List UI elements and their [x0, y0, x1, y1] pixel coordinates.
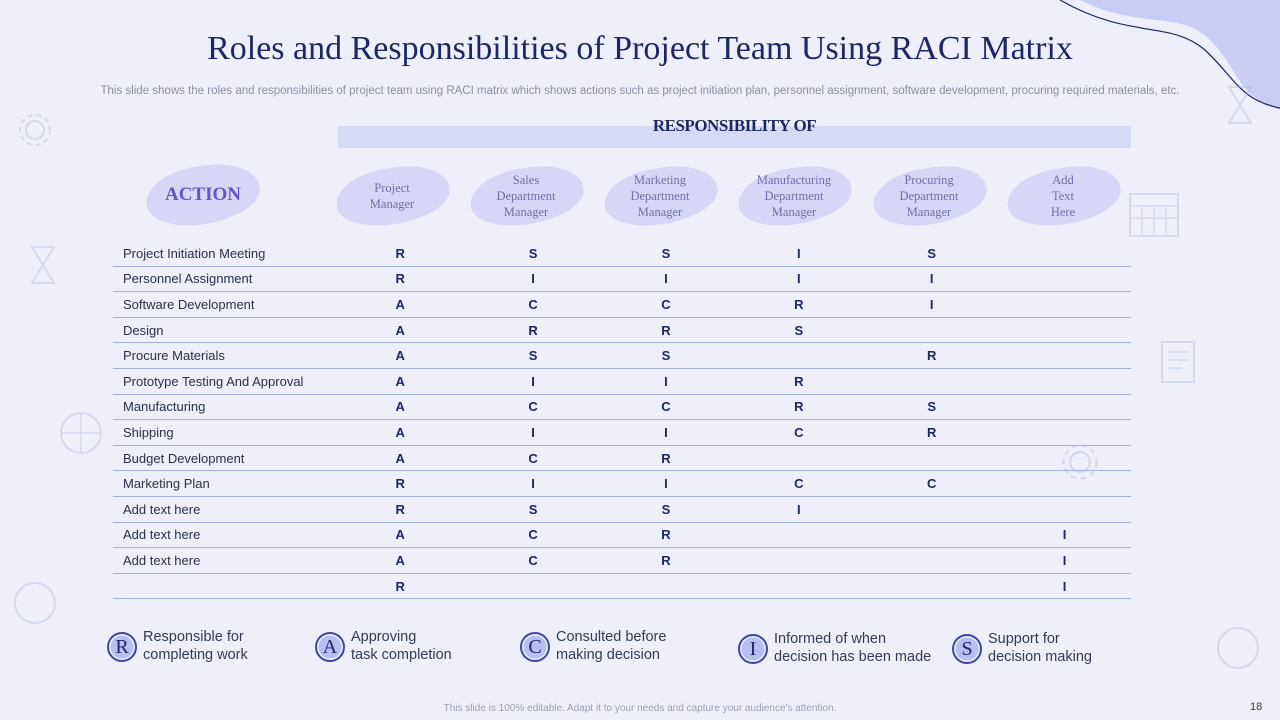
raci-value-cell: R — [334, 573, 467, 599]
footer-note: This slide is 100% editable. Adapt it to your needs and capture your audience's attention. — [443, 703, 837, 714]
raci-value-cell — [732, 573, 865, 599]
table-row — [113, 496, 1131, 522]
page-number: 18 — [1250, 701, 1263, 713]
action-cell — [113, 573, 334, 599]
role-header — [869, 172, 989, 220]
raci-value-cell: A — [334, 522, 467, 548]
table-row — [113, 241, 1131, 266]
action-cell: Software Development — [113, 292, 334, 318]
role-header — [600, 172, 720, 220]
raci-value-cell: I — [600, 368, 733, 394]
raci-value-cell — [732, 548, 865, 574]
raci-value-cell: S — [600, 496, 733, 522]
raci-value-cell: I — [865, 266, 998, 292]
raci-value-cell: C — [467, 292, 600, 318]
raci-value-cell: R — [334, 496, 467, 522]
raci-value-cell: A — [334, 343, 467, 369]
raci-value-cell: C — [467, 445, 600, 471]
raci-value-cell: I — [732, 266, 865, 292]
page-subtitle: This slide shows the roles and responsibilities of project team using RACI matrix which shows actions such as project initiation plan, personnel assignment, software development, procuring required materials, etc. — [100, 85, 1180, 97]
raci-value-cell: S — [600, 343, 733, 369]
legend-description — [774, 630, 931, 666]
raci-value-cell — [865, 573, 998, 599]
raci-value-cell — [732, 522, 865, 548]
raci-value-cell: A — [334, 317, 467, 343]
raci-value-cell: C — [865, 471, 998, 497]
action-cell: Shipping — [113, 420, 334, 446]
globe-icon — [58, 410, 104, 456]
table-row — [113, 522, 1131, 548]
raci-value-cell — [998, 496, 1131, 522]
raci-value-cell: I — [732, 496, 865, 522]
raci-value-cell: I — [865, 292, 998, 318]
action-cell: Budget Development — [113, 445, 334, 471]
action-cell: Marketing Plan — [113, 471, 334, 497]
role-header — [734, 172, 854, 220]
action-cell: Manufacturing — [113, 394, 334, 420]
raci-value-cell: C — [467, 548, 600, 574]
role-header-line: Department — [496, 189, 556, 203]
raci-value-cell — [998, 420, 1131, 446]
legend-letter-badge: S — [952, 634, 982, 664]
legend-letter-badge: I — [738, 634, 768, 664]
responsibility-of-heading: RESPONSIBILITY OF — [652, 116, 817, 135]
table-row — [113, 548, 1131, 574]
raci-value-cell: R — [467, 317, 600, 343]
raci-value-cell — [998, 241, 1131, 266]
action-cell: Project Initiation Meeting — [113, 241, 334, 266]
legend-line: Approving — [351, 629, 417, 645]
role-header-line: Department — [630, 189, 690, 203]
legend-description — [351, 628, 452, 664]
legend-description — [988, 630, 1092, 666]
role-header-line: Manufacturing — [756, 173, 832, 187]
hourglass-icon — [28, 245, 58, 285]
raci-value-cell — [865, 368, 998, 394]
legend-description — [556, 628, 666, 664]
legend-line: decision making — [988, 649, 1092, 665]
raci-value-cell: R — [600, 445, 733, 471]
raci-value-cell — [865, 522, 998, 548]
legend-line: task completion — [351, 647, 452, 663]
raci-value-cell: C — [467, 394, 600, 420]
role-header-line: Here — [1050, 205, 1076, 219]
raci-value-cell — [998, 317, 1131, 343]
raci-value-cell — [998, 471, 1131, 497]
legend-letter-badge: R — [107, 632, 137, 662]
raci-value-cell: I — [467, 266, 600, 292]
role-header-line: Marketing — [633, 173, 687, 187]
table-row — [113, 471, 1131, 497]
legend-line: Responsible for — [143, 629, 244, 645]
legend-description — [143, 628, 248, 664]
raci-value-cell: S — [865, 241, 998, 266]
raci-value-cell — [998, 394, 1131, 420]
raci-value-cell: S — [467, 496, 600, 522]
raci-value-cell: R — [865, 343, 998, 369]
role-header-line: Project — [374, 181, 410, 195]
raci-value-cell: R — [865, 420, 998, 446]
raci-value-cell — [998, 368, 1131, 394]
raci-value-cell — [865, 445, 998, 471]
raci-value-cell: I — [467, 471, 600, 497]
raci-value-cell: I — [998, 548, 1131, 574]
raci-value-cell — [865, 548, 998, 574]
table-row — [113, 394, 1131, 420]
action-cell: Design — [113, 317, 334, 343]
raci-value-cell — [865, 496, 998, 522]
table-row — [113, 445, 1131, 471]
legend-line: Informed of when — [774, 631, 887, 647]
role-header-line: Department — [764, 189, 824, 203]
raci-value-cell: S — [467, 241, 600, 266]
table-row — [113, 317, 1131, 343]
legend-letter-badge: A — [315, 632, 345, 662]
raci-value-cell: C — [600, 394, 733, 420]
role-header-line: Manager — [906, 205, 952, 219]
raci-value-cell — [732, 343, 865, 369]
raci-value-cell: I — [998, 573, 1131, 599]
table-row — [113, 420, 1131, 446]
raci-value-cell: R — [600, 522, 733, 548]
action-cell: Personnel Assignment — [113, 266, 334, 292]
role-header-line: Add — [1052, 173, 1074, 187]
table-row — [113, 368, 1131, 394]
raci-value-cell — [998, 343, 1131, 369]
raci-value-cell — [998, 266, 1131, 292]
legend-line: decision has been made — [774, 649, 932, 665]
raci-value-cell: R — [334, 266, 467, 292]
role-header — [332, 180, 452, 212]
raci-value-cell: S — [467, 343, 600, 369]
raci-value-cell: R — [732, 368, 865, 394]
action-cell: Add text here — [113, 522, 334, 548]
legend-line: completing work — [143, 647, 248, 663]
raci-value-cell — [998, 292, 1131, 318]
document-icon — [1160, 340, 1196, 384]
legend-letter-badge: C — [520, 632, 550, 662]
legend-line: making decision — [556, 647, 660, 663]
raci-value-cell: R — [334, 241, 467, 266]
raci-value-cell: S — [600, 241, 733, 266]
table-row — [113, 266, 1131, 292]
raci-value-cell: A — [334, 292, 467, 318]
raci-value-cell — [600, 573, 733, 599]
raci-value-cell: A — [334, 420, 467, 446]
globe-icon — [1215, 625, 1261, 671]
raci-value-cell — [865, 317, 998, 343]
role-header-line: Manager — [369, 197, 415, 211]
action-cell: Add text here — [113, 548, 334, 574]
raci-value-cell: I — [600, 471, 733, 497]
role-header-line: Sales — [512, 173, 540, 187]
raci-value-cell: R — [732, 394, 865, 420]
raci-value-cell — [732, 445, 865, 471]
raci-value-cell: I — [600, 420, 733, 446]
role-header-line: Manager — [503, 205, 549, 219]
legend-line: Consulted before — [556, 629, 667, 645]
role-header-line: Manager — [637, 205, 683, 219]
table-row — [113, 292, 1131, 318]
table-row — [113, 573, 1131, 599]
role-header-line: Department — [899, 189, 959, 203]
action-heading: ACTION — [164, 184, 241, 205]
raci-value-cell: R — [600, 548, 733, 574]
gear-icon — [15, 110, 55, 150]
raci-value-cell: A — [334, 445, 467, 471]
raci-value-cell: I — [998, 522, 1131, 548]
raci-value-cell: C — [467, 522, 600, 548]
action-cell: Procure Materials — [113, 343, 334, 369]
raci-value-cell: A — [334, 548, 467, 574]
raci-value-cell: R — [732, 292, 865, 318]
raci-value-cell: A — [334, 394, 467, 420]
raci-value-cell: C — [600, 292, 733, 318]
raci-value-cell — [998, 445, 1131, 471]
raci-matrix-table — [113, 241, 1131, 599]
raci-value-cell: I — [600, 266, 733, 292]
globe-icon — [12, 580, 58, 626]
raci-value-cell: S — [732, 317, 865, 343]
role-header-line: Procuring — [904, 173, 954, 187]
role-header — [466, 172, 586, 220]
calendar-icon — [1128, 190, 1180, 238]
role-header — [1003, 172, 1123, 220]
action-cell: Prototype Testing And Approval — [113, 368, 334, 394]
table-row — [113, 343, 1131, 369]
raci-value-cell: R — [600, 317, 733, 343]
raci-value-cell: I — [467, 368, 600, 394]
raci-value-cell: R — [334, 471, 467, 497]
raci-value-cell: I — [467, 420, 600, 446]
raci-value-cell: A — [334, 368, 467, 394]
role-header-line: Text — [1051, 189, 1075, 203]
raci-value-cell — [467, 573, 600, 599]
raci-value-cell: S — [865, 394, 998, 420]
action-cell: Add text here — [113, 496, 334, 522]
raci-value-cell: I — [732, 241, 865, 266]
raci-value-cell: C — [732, 420, 865, 446]
legend-line: Support for — [988, 631, 1060, 647]
page-title: Roles and Responsibilities of Project Team Using RACI Matrix — [207, 30, 1073, 67]
raci-value-cell: C — [732, 471, 865, 497]
role-header-line: Manager — [771, 205, 817, 219]
